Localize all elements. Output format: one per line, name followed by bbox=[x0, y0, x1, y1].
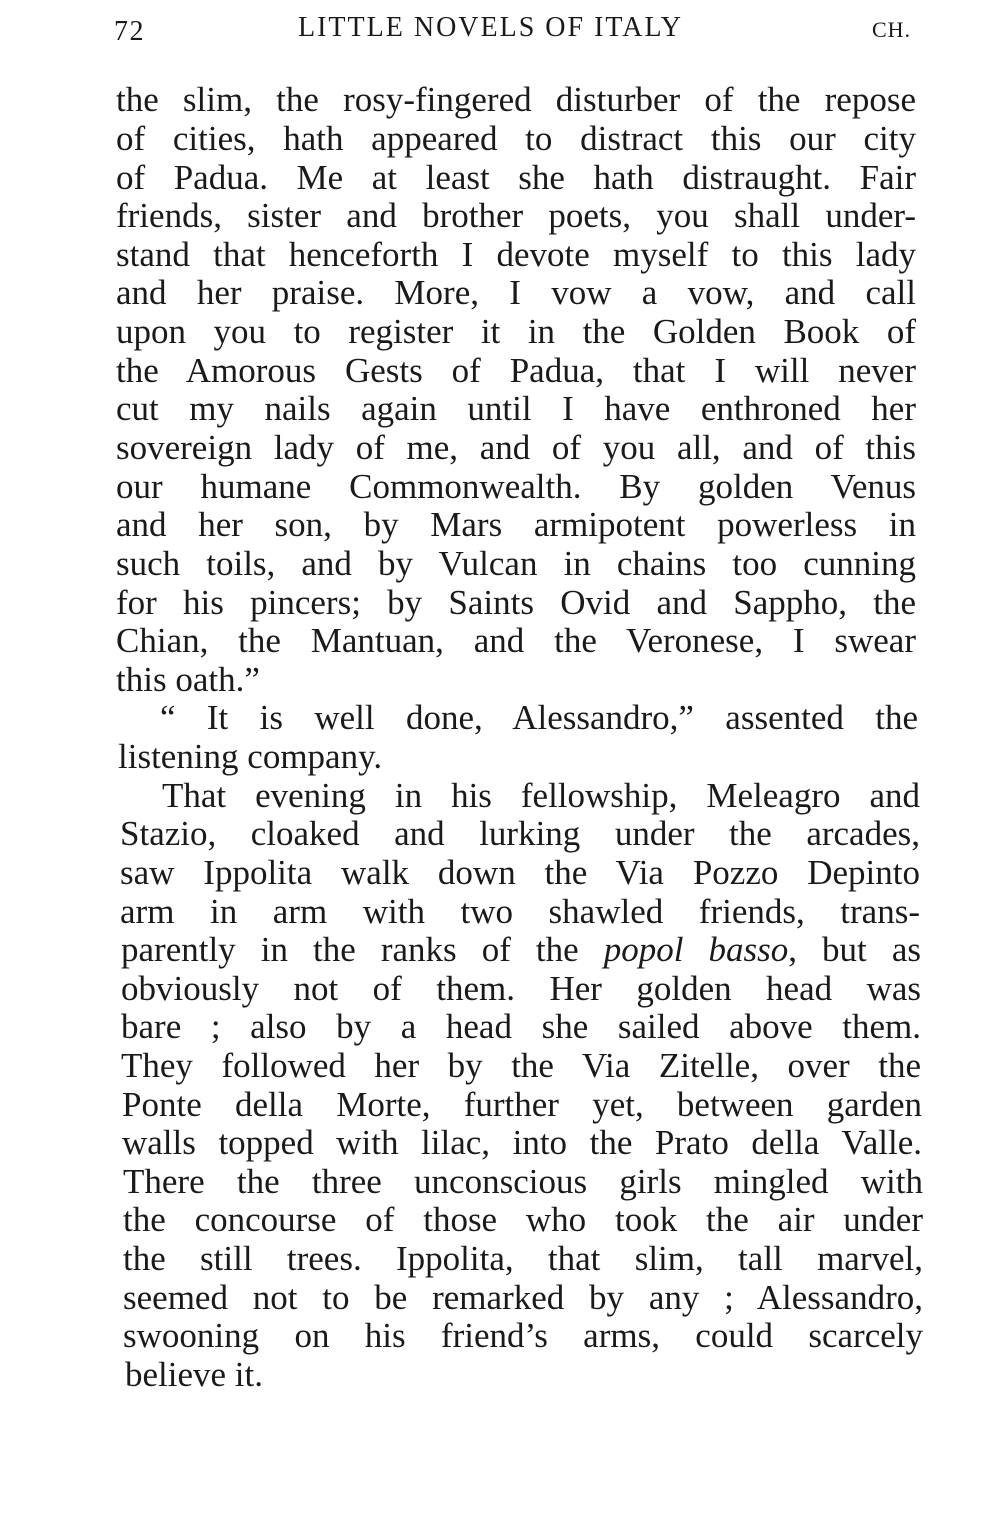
text-line: swooning on his friend’s arms, could scarcely bbox=[123, 1316, 923, 1355]
text-line: the still trees. Ippolita, that slim, tall marvel, bbox=[123, 1239, 923, 1278]
text-line: the concourse of those who took the air under bbox=[123, 1200, 923, 1239]
text-line: and her praise. More, I vow a vow, and call bbox=[116, 273, 916, 312]
text-line: such toils, and by Vulcan in chains too cunning bbox=[116, 544, 916, 583]
text-line: for his pincers; by Saints Ovid and Sappho, the bbox=[116, 583, 916, 622]
text-line: stand that henceforth I devote myself to this lady bbox=[116, 235, 916, 274]
text-line: bare ; also by a head she sailed above them. bbox=[121, 1007, 921, 1046]
text-line: the Amorous Gests of Padua, that I will never bbox=[116, 351, 916, 390]
text-line: They followed her by the Via Zitelle, over the bbox=[121, 1046, 921, 1085]
text-line: walls topped with lilac, into the Prato della Valle. bbox=[122, 1123, 922, 1162]
text-line: There the three unconscious girls mingled with bbox=[123, 1162, 923, 1201]
text-line: Stazio, cloaked and lurking under the arcades, bbox=[120, 814, 920, 853]
italic-phrase: popol basso bbox=[603, 930, 789, 969]
text-line bbox=[121, 931, 921, 969]
text-run: , but as bbox=[788, 930, 921, 969]
text-line: this oath.” bbox=[116, 660, 260, 699]
text-line: upon you to register it in the Golden Book of bbox=[116, 312, 916, 351]
text-line: sovereign lady of me, and of you all, and of this bbox=[116, 428, 916, 467]
book-title: LITTLE NOVELS OF ITALY bbox=[298, 12, 684, 43]
text-line: obviously not of them. Her golden head was bbox=[121, 969, 921, 1008]
text-line: arm in arm with two shawled friends, trans- bbox=[120, 892, 920, 931]
text-line: of Padua. Me at least she hath distraught. Fair bbox=[116, 158, 916, 197]
running-head bbox=[0, 12, 1000, 52]
text-line: saw Ippolita walk down the Via Pozzo Depinto bbox=[120, 853, 920, 892]
text-line: friends, sister and brother poets, you shall under- bbox=[116, 196, 916, 235]
text-line: of cities, hath appeared to distract this our city bbox=[116, 119, 916, 158]
text-run: parently in the ranks of the bbox=[121, 930, 604, 969]
text-line: and her son, by Mars armipotent powerless in bbox=[116, 505, 916, 544]
chapter-label: CH. bbox=[872, 17, 912, 42]
text-line: Ponte della Morte, further yet, between garden bbox=[122, 1085, 922, 1124]
text-line: cut my nails again until I have enthroned her bbox=[116, 389, 916, 428]
text-line: That evening in his fellowship, Meleagro and bbox=[162, 776, 920, 815]
text-line: the slim, the rosy-fingered disturber of the repose bbox=[116, 80, 916, 119]
text-line: our humane Commonwealth. By golden Venus bbox=[116, 467, 916, 506]
page-number: 72 bbox=[114, 16, 145, 47]
text-line: “ It is well done, Alessandro,” assented the bbox=[160, 698, 918, 737]
text-line: listening company. bbox=[118, 737, 383, 776]
text-line: believe it. bbox=[125, 1355, 264, 1394]
text-line: Chian, the Mantuan, and the Veronese, I swear bbox=[116, 621, 916, 660]
text-line: seemed not to be remarked by any ; Alessandro, bbox=[123, 1278, 923, 1317]
